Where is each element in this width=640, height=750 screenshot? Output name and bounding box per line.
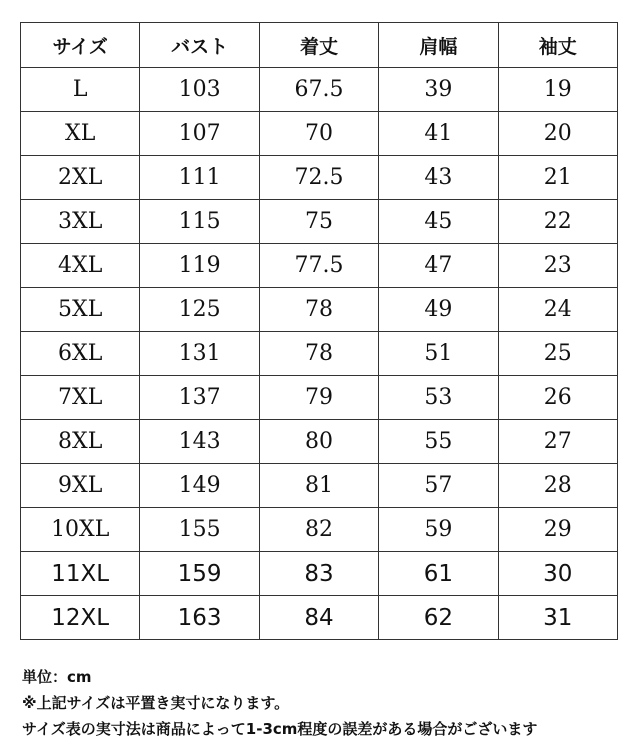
cell-size: XL [21,112,140,156]
cell-shoulder: 59 [379,508,498,552]
table-row [21,68,618,112]
cell-shoulder: 61 [379,552,498,596]
table-row [21,200,618,244]
cell-length: 84 [259,596,378,640]
cell-size: 11XL [21,552,140,596]
flat-measure-note: ※上記サイズは平置き実寸になります。 [22,694,290,712]
table-row [21,112,618,156]
cell-length: 79 [259,376,378,420]
cell-shoulder: 47 [379,244,498,288]
table-row [21,376,618,420]
cell-size: L [21,68,140,112]
table-row [21,508,618,552]
cell-sleeve: 30 [498,552,617,596]
cell-bust: 143 [140,420,259,464]
cell-sleeve: 29 [498,508,617,552]
cell-shoulder: 41 [379,112,498,156]
header-shoulder: 肩幅 [379,23,498,68]
cell-size: 4XL [21,244,140,288]
cell-shoulder: 57 [379,464,498,508]
cell-shoulder: 49 [379,288,498,332]
header-bust: バスト [140,23,259,68]
cell-sleeve: 23 [498,244,617,288]
cell-size: 3XL [21,200,140,244]
cell-sleeve: 31 [498,596,617,640]
cell-bust: 159 [140,552,259,596]
cell-length: 67.5 [259,68,378,112]
header-row [21,23,618,68]
cell-size: 5XL [21,288,140,332]
cell-shoulder: 45 [379,200,498,244]
cell-size: 2XL [21,156,140,200]
cell-sleeve: 24 [498,288,617,332]
cell-bust: 111 [140,156,259,200]
size-chart-table [20,22,618,640]
cell-size: 10XL [21,508,140,552]
cell-size: 9XL [21,464,140,508]
cell-bust: 163 [140,596,259,640]
cell-sleeve: 27 [498,420,617,464]
cell-sleeve: 21 [498,156,617,200]
cell-sleeve: 25 [498,332,617,376]
cell-shoulder: 43 [379,156,498,200]
cell-length: 75 [259,200,378,244]
cell-size: 8XL [21,420,140,464]
cell-shoulder: 51 [379,332,498,376]
cell-bust: 155 [140,508,259,552]
cell-length: 81 [259,464,378,508]
cell-length: 82 [259,508,378,552]
cell-shoulder: 55 [379,420,498,464]
cell-sleeve: 28 [498,464,617,508]
cell-length: 83 [259,552,378,596]
cell-length: 77.5 [259,244,378,288]
cell-bust: 119 [140,244,259,288]
cell-sleeve: 20 [498,112,617,156]
notes-section [22,664,632,742]
table-row [21,596,618,640]
cell-length: 72.5 [259,156,378,200]
unit-note: 単位：cm [22,668,92,686]
table-row [21,332,618,376]
cell-length: 80 [259,420,378,464]
cell-sleeve: 22 [498,200,617,244]
error-margin-note: サイズ表の実寸法は商品によって1-3cm程度の誤差がある場合がございます [22,720,538,738]
table-row [21,156,618,200]
cell-size: 7XL [21,376,140,420]
table-row [21,552,618,596]
cell-length: 78 [259,332,378,376]
cell-sleeve: 19 [498,68,617,112]
cell-size: 12XL [21,596,140,640]
cell-shoulder: 39 [379,68,498,112]
header-sleeve: 袖丈 [498,23,617,68]
cell-bust: 149 [140,464,259,508]
cell-size: 6XL [21,332,140,376]
cell-shoulder: 62 [379,596,498,640]
cell-shoulder: 53 [379,376,498,420]
header-length: 着丈 [259,23,378,68]
table-row [21,244,618,288]
table-row [21,464,618,508]
cell-bust: 115 [140,200,259,244]
cell-bust: 107 [140,112,259,156]
cell-bust: 103 [140,68,259,112]
table-row [21,288,618,332]
cell-length: 78 [259,288,378,332]
cell-length: 70 [259,112,378,156]
cell-bust: 131 [140,332,259,376]
header-size: サイズ [21,23,140,68]
cell-sleeve: 26 [498,376,617,420]
table-row [21,420,618,464]
cell-bust: 137 [140,376,259,420]
cell-bust: 125 [140,288,259,332]
